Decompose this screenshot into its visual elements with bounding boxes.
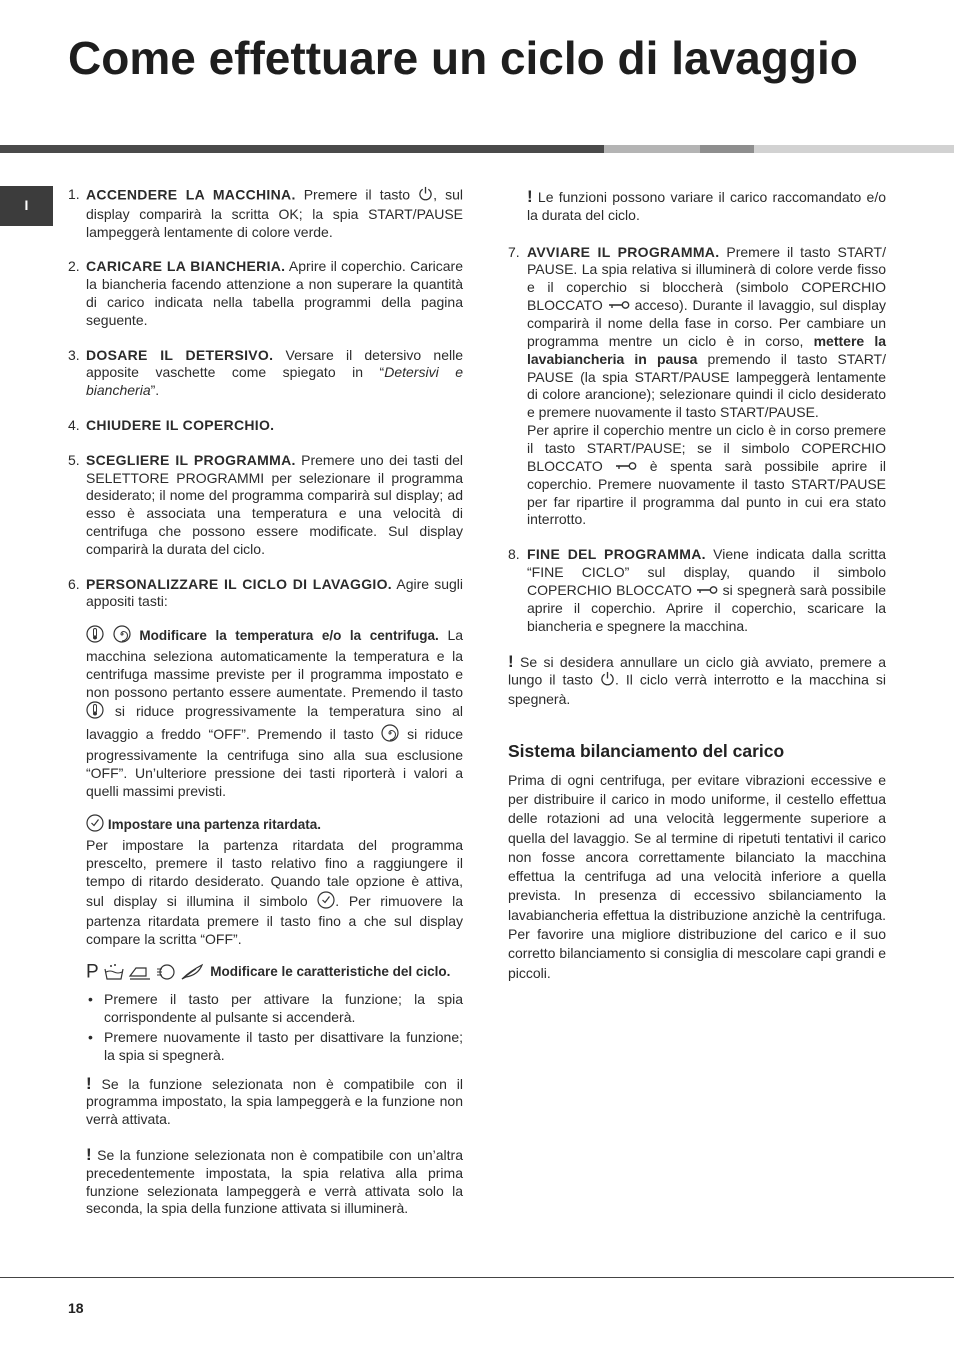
step-text: , sul display comparirà la scritta OK; la spia START/PAUSE lampeggerà lentamente di colore verde. <box>86 186 463 240</box>
warning-text: Se la funzione selezionata non è compatibile con il programma impostato, la spia lampeggerà e la funzione non verrà attivata. <box>86 1075 463 1128</box>
step-title: AVVIARE IL PROGRAMMA. <box>527 243 720 260</box>
section-text: La macchina seleziona automaticamente la temperatura e la centrifuga massime previste per il programma impostato e non possono pertanto essere aumentate. Premendo il tasto <box>86 627 464 700</box>
warning-icon: ! <box>86 1144 92 1164</box>
step-number: 1. <box>68 186 80 202</box>
section-text: si riduce progressivamente la centrifuga sino alla sua esclusione “OFF”. Un’ulteriore pressione dei tasti riporterà i valori a quelli massimi previsti. <box>86 726 464 799</box>
delay-start-section <box>86 814 463 949</box>
warning-icon: ! <box>527 187 533 206</box>
p-letter-icon: P <box>86 961 99 983</box>
warning-icon: ! <box>508 651 514 671</box>
temperature-icon <box>86 625 104 648</box>
step-title: FINE DEL PROGRAMMA. <box>527 546 706 563</box>
step-number: 8. <box>508 546 520 563</box>
header-bar-segment <box>754 145 954 153</box>
prewash-icon <box>103 963 125 981</box>
step-text: premendo il tasto START/ PAUSE (la spia START/PAUSE lampeggerà lentamente di colore arancione); selezionare quindi il ciclo desiderato e premere nuovamente il tasto START/PAUSE. <box>527 350 886 421</box>
step-title: DOSARE IL DETERSIVO. <box>86 346 274 363</box>
section-heading: Modificare la temperatura e/o la centrifuga. <box>139 628 439 644</box>
header-color-bar <box>0 145 954 153</box>
step-title: CARICARE LA BIANCHERIA. <box>86 258 286 275</box>
lock-key-icon <box>608 297 630 315</box>
function-icons <box>86 963 204 981</box>
step-1 <box>68 186 463 241</box>
lock-key-icon <box>696 582 718 600</box>
step-2 <box>68 258 463 329</box>
left-column <box>68 186 463 1218</box>
step-text: Premere il tasto START/ PAUSE. La spia relativa si illuminerà di colore verde fisso e il coperchio si bloccherà (simbolo COPERCHIO BLOCCATO <box>527 243 886 313</box>
delay-timer-icon <box>86 814 104 837</box>
cycle-features-section <box>86 963 463 982</box>
warning-note <box>86 1146 463 1218</box>
step-title: ACCENDERE LA MACCHINA. <box>86 186 296 203</box>
list-item: • Premere nuovamente il tasto per disattivare la funzione; la spia si spegnerà. <box>86 1029 463 1065</box>
step-5 <box>68 452 463 559</box>
header-bar-segment <box>604 145 700 153</box>
step-text: Per aprire il coperchio mentre un ciclo è in corso premere il tasto START/PAUSE; se il simbolo COPERCHIO BLOCCATO <box>527 421 886 474</box>
warning-icon: ! <box>86 1073 92 1093</box>
step-number: 2. <box>68 258 80 275</box>
step-title: PERSONALIZZARE IL CICLO DI LAVAGGIO. <box>86 575 392 592</box>
warning-text: Se si desidera annullare un ciclo già avviato, premere a lungo il tasto <box>508 653 886 688</box>
section-heading: Impostare una partenza ritardata. <box>107 817 321 833</box>
step-8 <box>508 546 886 635</box>
step-text: Premere il tasto <box>295 186 419 203</box>
section-heading: Sistema bilanciamento del carico <box>508 740 785 761</box>
step-text: Premere uno dei tasti del SELETTORE PROGRAMMI per selezionare il programma desiderato; il nome del programma comparirà sul display; ad esso è associata una temperatura e una velocità di centrifuga che possono essere modificate. Sul display comparirà la durata del ciclo. <box>86 451 464 557</box>
section-text: Per impostare la partenza ritardata del programma prescelto, premere il tasto relativo fino a raggiungere il tempo di ritardo desiderato. Quando tale opzione è attiva, sul display si illumina il simbolo <box>86 837 463 909</box>
step-4 <box>68 417 463 435</box>
extra-rinse-icon <box>156 963 176 981</box>
section-text: si riduce progressivamente la temperatura sino al lavaggio a freddo “OFF”. Premendo il tasto <box>86 703 463 743</box>
spin-icon <box>113 625 131 648</box>
temperature-icon <box>86 701 104 724</box>
page-title: Come effettuare un ciclo di lavaggio <box>68 32 858 84</box>
iron-icon <box>128 963 152 981</box>
step-text: Aprire il coperchio. Caricare la biancheria facendo attenzione a non superare la quantità di carico indicata nella tabella programmi della pagina seguente. <box>86 258 463 328</box>
list-item: • Premere il tasto per attivare la funzione; la spia corrispondente al pulsante si accenderà. <box>86 991 463 1027</box>
step-number: 7. <box>508 243 520 260</box>
step-text: Agire sugli appositi tasti: <box>86 575 463 610</box>
step-6 <box>68 576 463 1219</box>
step-title: SCEGLIERE IL PROGRAMMA. <box>86 451 296 468</box>
section-text: . Per rimuovere la partenza ritardata premere il tasto fino a che sul display compare la scritta “OFF”. <box>86 892 463 948</box>
warning-text: . Il ciclo verrà interrotto e la macchina si spegnerà. <box>508 671 887 708</box>
feature-bullet-list <box>86 991 463 1064</box>
warning-note <box>86 1075 463 1129</box>
warning-text: Se la funzione selezionata non è compatibile con un’altra precedentemente impostata, la spia relativa alla prima funzione selezionata lampeggerà e verrà attivata solo la seconda, la spia della funzione attivata si illuminerà. <box>86 1146 463 1217</box>
header-bar-segment <box>700 145 754 153</box>
reference-link-text: Detersivi e biancheria <box>86 364 463 399</box>
warning-text: Le funzioni possono variare il carico raccomandato e/o la durata del ciclo. <box>527 189 886 223</box>
step-emphasis: mettere la lavabiancheria in pausa <box>527 332 886 367</box>
spin-icon <box>381 724 399 747</box>
step-text: ”. <box>150 382 160 399</box>
step-number: 4. <box>68 416 80 433</box>
step-number: 6. <box>68 575 80 592</box>
lock-key-icon <box>615 458 637 476</box>
step-text: Viene indicata dalla scritta “FINE CICLO” sul display, quando il simbolo COPERCHIO BLOCCATO <box>527 546 886 598</box>
language-tab: I <box>0 186 53 226</box>
power-icon <box>600 671 615 691</box>
footer-rule <box>0 1277 954 1278</box>
header-bar-segment <box>0 145 604 153</box>
step-text: si spegnerà sarà possibile aprire il coperchio. Aprire il coperchio, scaricare la biancheria e spegnere la macchina. <box>527 581 886 634</box>
right-column <box>508 188 886 983</box>
step-title: CHIUDERE IL COPERCHIO. <box>86 416 275 433</box>
temperature-spin-section <box>86 625 463 800</box>
feather-icon <box>180 963 204 981</box>
step-text: è spenta sarà possibile aprire il coperchio. Premere nuovamente il tasto START/PAUSE per far ripartire il programma dal punto in cui era stato interrotto. <box>527 457 886 528</box>
delay-timer-icon <box>317 891 335 914</box>
step-number: 3. <box>68 346 80 363</box>
section-body: Prima di ogni centrifuga, per evitare vibrazioni eccessive e per distribuire il carico in modo uniforme, il cestello effettua delle rotazioni ad una velocità leggermente superiore a quella del lavaggio. Se al termine di ripetuti tentativi il carico non fosse ancora correttamente bilanciato la macchina effettua la centrifuga ad una velocità inferiore a quella prevista. In presenza di eccessivo sbilanciamento la lavabiancheria effettua la distribuzione anzichè la centrifuga. Per favorire una migliore distribuzione del carico e il suo corretto bilanciamento si consiglia di mescolare capi grandi e piccoli. <box>508 771 886 981</box>
warning-note <box>508 653 886 709</box>
power-icon <box>418 186 433 206</box>
page-number: 18 <box>68 1300 84 1316</box>
step-text: acceso). Durante il lavaggio, sul display comparirà il nome della fase in corso. Per cambiare un programma mentre un ciclo è in corso, <box>527 296 886 349</box>
section-heading: Modificare le caratteristiche del ciclo. <box>210 963 451 979</box>
step-text: Versare il detersivo nelle apposite vaschette come spiegato in “ <box>86 346 463 381</box>
step-7 <box>508 244 886 530</box>
step-3 <box>68 347 463 400</box>
step-number: 5. <box>68 451 80 468</box>
warning-note <box>527 188 886 225</box>
